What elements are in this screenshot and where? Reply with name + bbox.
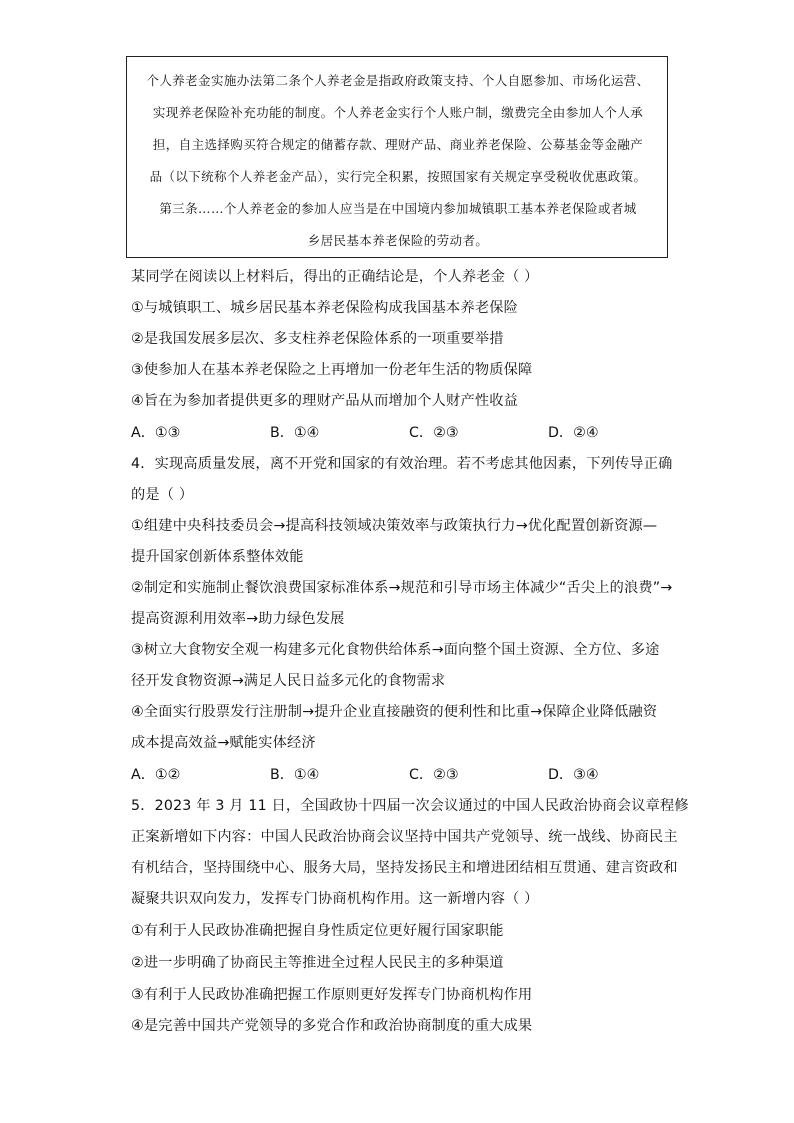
q5-item: ④是完善中国共产党领导的多党合作和政治协商制度的重大成果 — [131, 1018, 533, 1034]
q3-item: ④旨在为参加者提供更多的理财产品从而增加个人财产性收益 — [131, 393, 518, 409]
q5-stem: 正案新增如下内容：中国人民政治协商会议坚持中国共产党领导、统一战线、协商民主 — [131, 829, 678, 845]
q4-item: ①组建中央科技委员会→提高科技领域决策效率与政策执行力→优化配置创新资源— — [131, 518, 658, 534]
q3-item: ③使参加人在基本养老保险之上再增加一份老年生活的物质保障 — [131, 362, 533, 378]
q4-item: 提升国家创新体系整体效能 — [131, 549, 304, 565]
q4-item: 径开发食物资源→满足人民日益多元化的食物需求 — [131, 673, 446, 689]
q5-stem: 有机结合，坚持围绕中心、服务大局，坚持发扬民主和增进团结相互贯通、建言资政和 — [131, 860, 678, 876]
q4-stem: 的是（ ） — [131, 487, 194, 503]
q4-option-b[interactable]: B．①④ — [270, 767, 320, 783]
q4-item: 提高资源利用效率→助力绿色发展 — [131, 611, 345, 627]
q4-option-a[interactable]: A．①② — [131, 767, 181, 783]
excerpt-line: 品（以下统称个人养老金产品），实行完全积累，按照国家有关规定享受税收优惠政策。 — [149, 169, 647, 184]
q4-option-d[interactable]: D．③④ — [548, 767, 599, 783]
q5-item: ①有利于人民政协准确把握自身性质定位更好履行国家职能 — [131, 923, 504, 939]
q5-item: ②进一步明确了协商民主等推进全过程人民民主的多种渠道 — [131, 955, 504, 971]
excerpt-box — [126, 56, 668, 258]
q3-option-b[interactable]: B．①④ — [270, 425, 320, 441]
excerpt-line: 实现养老保险补充功能的制度。个人养老金实行个人账户制，缴费完全由参加人个人承 — [152, 105, 644, 120]
q5-stem: 5．2023 年 3 月 11 日，全国政协十四届一次会议通过的中国人民政治协商会议章程修 — [131, 798, 689, 814]
q5-item: ③有利于人民政协准确把握工作原则更好发挥专门协商机构作用 — [131, 987, 533, 1003]
q3-option-a[interactable]: A．①③ — [131, 425, 181, 441]
q5-stem: 凝聚共识双向发力，发挥专门协商机构作用。这一新增内容（ ） — [131, 891, 539, 907]
q3-item: ①与城镇职工、城乡居民基本养老保险构成我国基本养老保险 — [131, 300, 518, 316]
q3-item: ②是我国发展多层次、多支柱养老保险体系的一项重要举措 — [131, 331, 504, 347]
q4-item: ③树立大食物安全观一构建多元化食物供给体系→面向整个国土资源、全方位、多途 — [131, 642, 660, 658]
q4-stem: 4．实现高质量发展，离不开党和国家的有效治理。若不考虑其他因素，下列传导正确 — [131, 456, 673, 472]
excerpt-line: 第三条……个人养老金的参加人应当是在中国境内参加城镇职工基本养老保险或者城 — [159, 201, 637, 216]
excerpt-line: 个人养老金实施办法第二条个人养老金是指政府政策支持、个人自愿参加、市场化运营、 — [146, 73, 650, 88]
excerpt-line: 担，自主选择购买符合规定的储蓄存款、理财产品、商业养老保险、公募基金等金融产 — [152, 137, 644, 152]
q4-item: 成本提高效益→赋能实体经济 — [131, 735, 316, 751]
excerpt-line: 乡居民基本养老保险的劳动者。 — [307, 233, 489, 248]
q3-stem: 某同学在阅读以上材料后，得出的正确结论是，个人养老金（ ） — [131, 269, 539, 285]
q3-option-c[interactable]: C．②③ — [409, 425, 459, 441]
q4-option-c[interactable]: C．②③ — [409, 767, 459, 783]
q4-item: ②制定和实施制止餐饮浪费国家标准体系→规范和引导市场主体减少“舌尖上的浪费”→ — [131, 580, 673, 596]
q3-option-d[interactable]: D．②④ — [548, 425, 599, 441]
q4-item: ④全面实行股票发行注册制→提升企业直接融资的便利性和比重→保障企业降低融资 — [131, 704, 658, 720]
